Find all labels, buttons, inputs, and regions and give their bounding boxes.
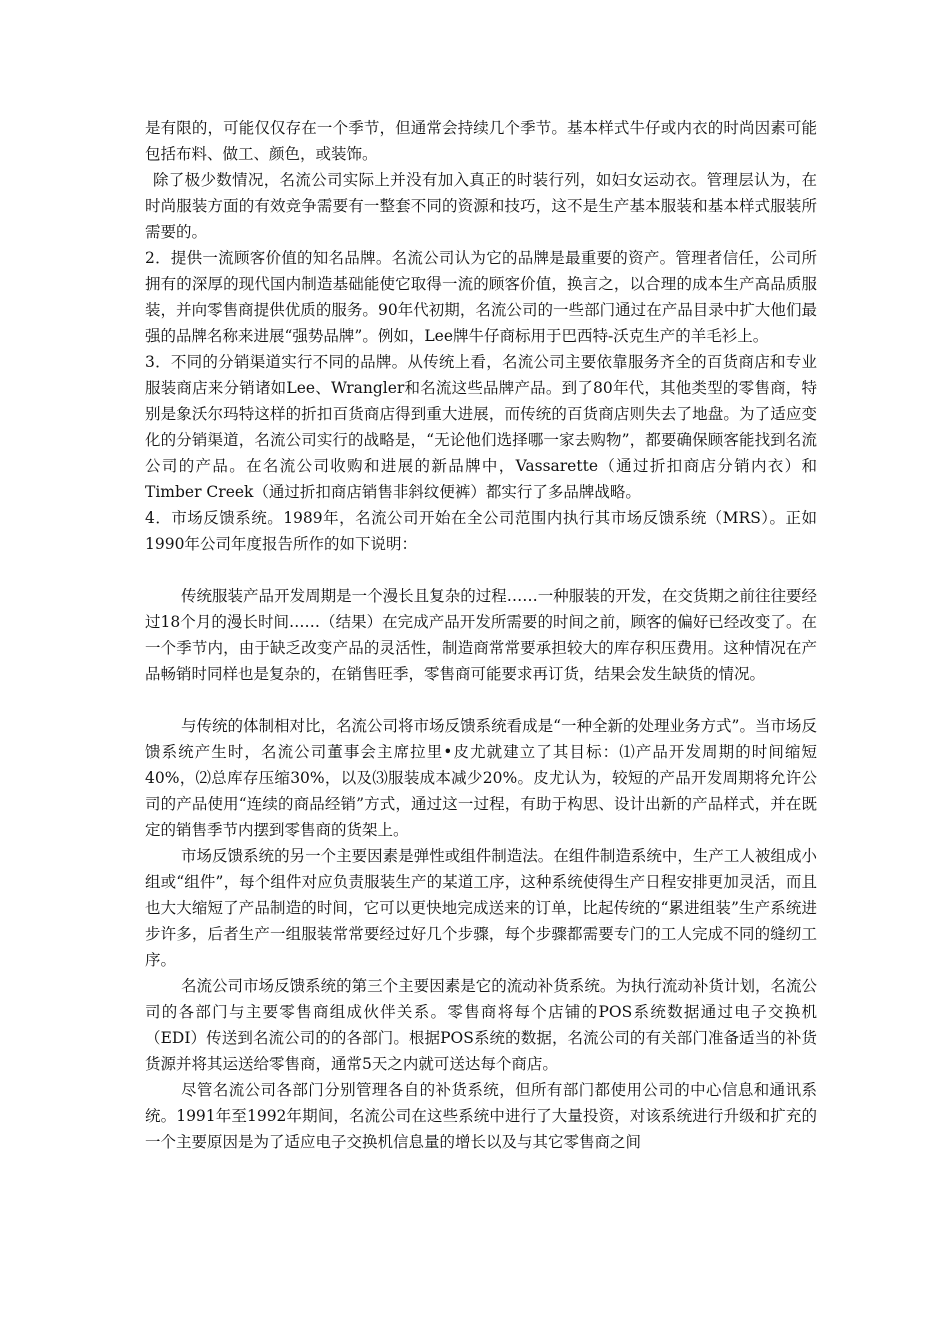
document-body: [145, 115, 817, 1155]
paragraph-item-4-mrs: 4．市场反馈系统。1989年，名流公司开始在全公司范围内执行其市场反馈系统（MRS）。正如1990年公司年度报告所作的如下说明：: [145, 509, 817, 553]
paragraph-item-2-brands: 2．提供一流顾客价值的知名品牌。名流公司认为它的品牌是最重要的资产。管理者信任，公司所拥有的深厚的现代国内制造基础能使它取得一流的顾客价值，换言之，以合理的成本生产高品质服装，并向零售商提供优质的服务。90年代初期，名流公司的一些部门通过在产品目录中扩大他们最强的品牌名称来进展“强势品牌”。例如，Lee牌牛仔商标用于巴西特-沃克生产的羊毛衫上。: [145, 249, 817, 345]
spacer: [145, 687, 817, 713]
spacer: [145, 557, 817, 583]
paragraph-item-3-channels: 3．不同的分销渠道实行不同的品牌。从传统上看，名流公司主要依靠服务齐全的百货商店和专业服装商店来分销诸如Lee、Wrangler和名流这些品牌产品。到了80年代，其他类型的零售商，特别是象沃尔玛特这样的折扣百货商店得到重大进展，而传统的百货商店则失去了地盘。为了适应变化的分销渠道，名流公司实行的战略是，“无论他们选择哪一家去购物”，都要确保顾客能找到名流公司的产品。在名流公司收购和进展的新品牌中，Vassarette（通过折扣商店分销内衣）和Timber Creek（通过折扣商店销售非斜纹便裤）都实行了多品牌战略。: [145, 353, 817, 501]
paragraph-no-true-fashion: 除了极少数情况，名流公司实际上并没有加入真正的时装行列，如妇女运动衣。管理层认为，在时尚服装方面的有效竞争需要有一整套不同的资源和技巧，这不是生产基本服装和基本样式服装所需要的。: [145, 171, 817, 241]
paragraph-information-systems: 尽管名流公司各部门分别管理各自的补货系统，但所有部门都使用公司的中心信息和通讯系统。1991年至1992年期间，名流公司在这些系统中进行了大量投资，对该系统进行升级和扩充的一个主要原因是为了适应电子交换机信息量的增长以及与其它零售商之间: [145, 1081, 817, 1151]
paragraph-mrs-goals: 与传统的体制相对比，名流公司将市场反馈系统看成是“一种全新的处理业务方式”。当市场反馈系统产生时，名流公司董事会主席拉里•皮尤就建立了其目标：⑴产品开发周期的时间缩短40%，⑵总库存压缩30%，以及⑶服装成本减少20%。皮尤认为，较短的产品开发周期将允许公司的产品使用“连续的商品经销”方式，通过这一过程，有助于构思、设计出新的产品样式，并在既定的销售季节内摆到零售商的货架上。: [145, 717, 817, 839]
blockquote-annual-report: 传统服装产品开发周期是一个漫长且复杂的过程……一种服装的开发，在交货期之前往往要经过18个月的漫长时间……（结果）在完成产品开发所需要的时间之前，顾客的偏好已经改变了。在一个季节内，由于缺乏改变产品的灵活性，制造商常常要承担较大的库存积压费用。这种情况在产品畅销时同样也是复杂的，在销售旺季，零售商可能要求再订货，结果会发生缺货的情况。: [145, 587, 817, 683]
paragraph-flow-replenishment: 名流公司市场反馈系统的第三个主要因素是它的流动补货系统。为执行流动补货计划，名流公司的各部门与主要零售商组成伙伴关系。零售商将每个店铺的POS系统数据通过电子交换机（EDI）传送到名流公司的的各部门。根据POS系统的数据，名流公司的有关部门准备适当的补货货源并将其运送给零售商，通常5天之内就可送达每个商店。: [145, 977, 817, 1073]
paragraph-modular-manufacturing: 市场反馈系统的另一个主要因素是弹性或组件制造法。在组件制造系统中，生产工人被组成小组或“组件”，每个组件对应负责服装生产的某道工序，这种系统使得生产日程安排更加灵活，而且也大大缩短了产品制造的时间，它可以更快地完成送来的订单，比起传统的“累进组装”生产系统进步许多，后者生产一组服装常常要经过好几个步骤，每个步骤都需要专门的工人完成不同的缝纫工序。: [145, 847, 817, 969]
paragraph-fashion-factors: 是有限的，可能仅仅存在一个季节，但通常会持续几个季节。基本样式牛仔或内衣的时尚因素可能包括布料、做工、颜色，或装饰。: [145, 119, 817, 163]
